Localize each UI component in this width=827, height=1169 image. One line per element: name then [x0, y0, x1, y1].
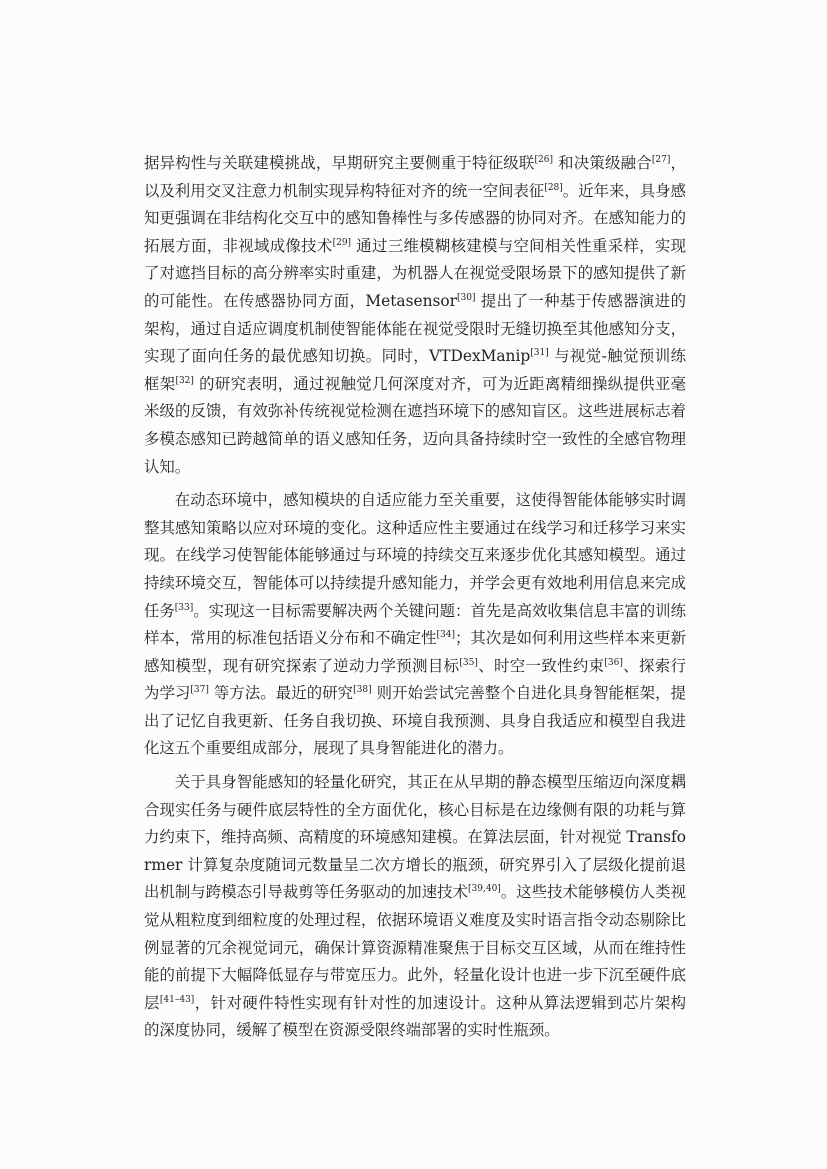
citation-ref: [28] — [544, 182, 563, 193]
paragraph — [144, 487, 686, 763]
citation-ref: [32] — [175, 375, 194, 386]
body-text — [144, 150, 686, 1045]
citation-ref: [26] — [534, 154, 554, 165]
text-run: 。近年来，具身感知更强调在非结构化交互中的感知鲁棒性与多传感器的协同对齐。在感知能力的拓展方面，非视域成像技术 — [144, 181, 686, 255]
text-run: 通过三维模糊核建模与空间相关性重采样，实现了对遮挡目标的高分辨率实时重建，为机器人在视觉受限场景下的感知提供了新的可能性。在传感器协同方面，Metasensor — [144, 236, 686, 310]
text-run: ，针对硬件特性实现有针对性的加速设计。这种从算法逻辑到芯片架构的深度协同，缓解了模型在资源受限终端部署的实时性瓶颈。 — [144, 993, 686, 1040]
text-run: 的研究表明，通过视触觉几何深度对齐，可为近距离精细操纵提供亚毫米级的反馈，有效弥补传统视觉检测在遮挡环境下的感知盲区。这些进展标志着多模态感知已跨越简单的语义感知任务，迈向具备持续时空一致性的全感官物理认知。 — [144, 374, 686, 476]
text-run: 在动态环境中，感知模块的自适应能力至关重要，这使得智能体能够实时调整其感知策略以应对环境的变化。这种适应性主要通过在线学习和迁移学习来实现。在线学习使智能体能够通过与环境的持续交互来逐步优化其感知模型。通过持续环境交互，智能体可以持续提升感知能力，并学会更有效地利用信息来完成任务 — [144, 491, 686, 620]
citation-ref: [29] — [332, 237, 352, 248]
text-run: 据异构性与关联建模挑战，早期研究主要侧重于特征级联 — [144, 154, 535, 172]
citation-ref: [34] — [436, 629, 456, 640]
citation-ref: [36] — [604, 657, 623, 668]
text-run: 则开始尝试完善整个自进化具身智能框架，提出了记忆自我更新、任务自我切换、环境自我预测、具身自我适应和模型自我进化这五个重要组成部分，展现了具身智能进化的潜力。 — [144, 684, 686, 758]
citation-ref: [33] — [174, 602, 194, 613]
text-run: 、时空一致性约束 — [477, 656, 605, 675]
paragraph — [144, 769, 686, 1045]
text-run: 、探索行为学习 — [144, 656, 686, 703]
citation-ref: [38] — [353, 685, 372, 696]
text-run: 等方法。最近的研究 — [208, 684, 354, 703]
citation-ref: [27] — [651, 154, 671, 165]
text-run: 。实现这一目标需要解决两个关键问题：首先是高效收集信息丰富的训练样本，常用的标准包括语义分布和不确定性 — [144, 601, 686, 648]
text-run: 提出了一种基于传感器演进的架构，通过自适应调度机制使智能体能在视觉受限时无缝切换至其他感知分支，实现了面向任务的最优感知切换。同时，VTDexManip — [144, 291, 686, 366]
text-run: 关于具身智能感知的轻量化研究，其正在从早期的静态模型压缩迈向深度耦合现实任务与硬件底层特性的全方面优化，核心目标是在边缘侧有限的功耗与算力约束下，维持高频、高精度的环境感知建模。在算法层面，针对视觉 Transformer 计算复杂度随词元数量呈二次方增长的瓶颈，研究界引入了层级化提前退出机制与跨模态引导裁剪等任务驱动的加速技术 — [144, 773, 686, 902]
citation-ref: [37] — [190, 685, 209, 696]
text-run: ，以及利用交叉注意力机制实现异构特征对齐的统一空间表征 — [144, 154, 686, 200]
citation-ref: [31] — [530, 348, 549, 359]
citation-ref: [30] — [457, 292, 476, 303]
text-run: 。这些技术能够模仿人类视觉从粗粒度到细粒度的处理过程，依据环境语义难度及实时语言指令动态剔除比例显著的冗余视觉词元，确保计算资源精准聚焦于目标交互区域，从而在维持性能的前提下大幅降低显存与带宽压力。此外，轻量化设计也进一步下沉至硬件底层 — [144, 883, 686, 1012]
text-run: 与视觉-触觉预训练框架 — [144, 347, 686, 393]
text-run: ；其次是如何利用这些样本来更新感知模型，现有研究探索了逆动力学预测目标 — [144, 629, 686, 675]
citation-ref: [41–43] — [159, 994, 195, 1005]
text-run: 和决策级融合 — [553, 154, 652, 172]
citation-ref: [39,40] — [468, 884, 501, 895]
paragraph — [144, 150, 686, 481]
citation-ref: [35] — [459, 657, 478, 668]
